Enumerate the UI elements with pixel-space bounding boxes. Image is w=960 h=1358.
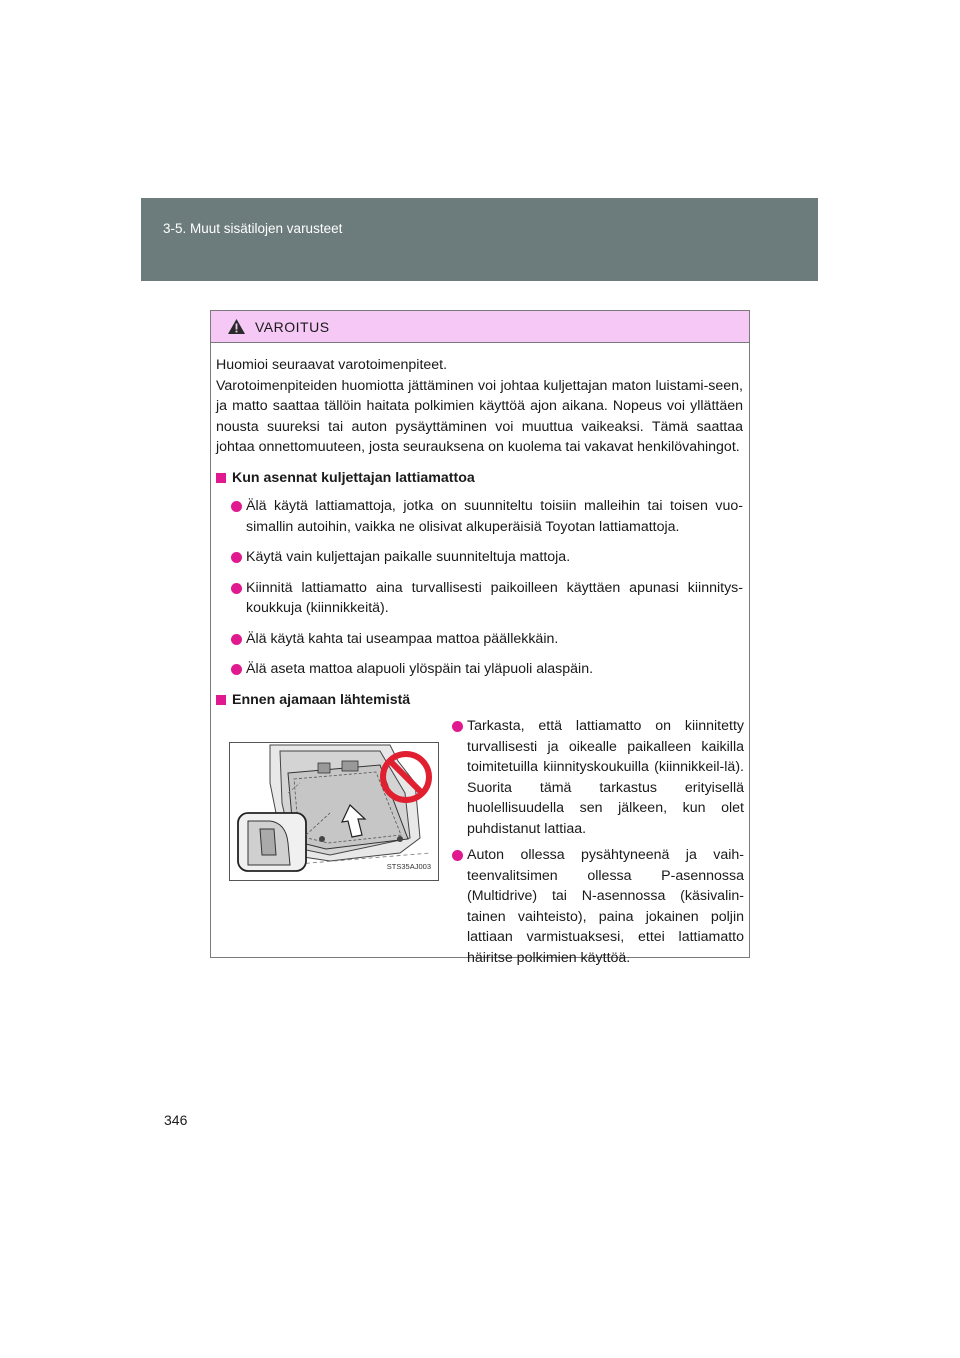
floor-mat-illustration xyxy=(229,742,439,881)
section-heading: Ennen ajamaan lähtemistä xyxy=(216,690,743,711)
list-item: Tarkasta, että lattiamatto on kiinnitetty turvallisesti ja oikealle paikalleen kaikilla toimitetuilla kiinnityskoukuilla (kiinnikkeil-lä). Suorita tämä tarkastus erityisellä huolellisuudella sen jälkeen, kun olet puhdistanut lattiaa. xyxy=(444,716,744,839)
section-title: 3-5. Muut sisätilojen varusteet xyxy=(163,221,343,236)
two-column-section xyxy=(216,716,743,976)
list-item: Kiinnitä lattiamatto aina turvallisesti paikoilleen käyttäen apunasi kiinnitys-koukkuja (kiinnikkeitä). xyxy=(216,578,743,619)
square-bullet-icon xyxy=(216,695,226,705)
warning-body xyxy=(211,343,749,976)
section-header-band xyxy=(141,198,818,281)
warning-triangle-icon xyxy=(227,318,246,335)
bullet-dot-icon xyxy=(231,552,242,563)
right-column xyxy=(444,716,744,974)
bullet-dot-icon xyxy=(231,634,242,645)
list-item: Älä käytä lattiamattoja, jotka on suunniteltu toisiin malleihin tai toisen vuo-simallin autoihin, vaikka ne olisivat alkuperäisiä Toyotan lattiamattoja. xyxy=(216,496,743,537)
bullet-dot-icon xyxy=(452,721,463,732)
page-number: 346 xyxy=(164,1112,188,1128)
square-bullet-icon xyxy=(216,473,226,483)
bullet-dot-icon xyxy=(231,501,242,512)
section-heading: Kun asennat kuljettajan lattiamattoa xyxy=(216,468,743,489)
warning-header xyxy=(211,311,749,343)
list-item: Älä aseta mattoa alapuoli ylöspäin tai yläpuoli alaspäin. xyxy=(216,659,743,680)
intro-paragraph: Varotoimenpiteiden huomiotta jättäminen voi johtaa kuljettajan maton luistami-seen, ja matto saattaa tällöin haitata polkimien käyttöä ajon aikana. Nopeus voi yllättäen nousta suureksi tai auton pysäyttäminen voi muuttua vaikeaksi. Tämä saattaa johtaa onnettomuuteen, josta seurauksena on kuolema tai vakavat henkilövahingot. xyxy=(216,377,743,455)
bullet-dot-icon xyxy=(231,664,242,675)
list-item: Älä käytä kahta tai useampaa mattoa päällekkäin. xyxy=(216,629,743,650)
list-item: Auton ollessa pysähtyneenä ja vaih-teenvalitsimen ollessa P-asennossa (Multidrive) tai N-asennossa (käsivalin-tainen vaihteisto), paina jokainen poljin lattiaan varmistuaksesi, ettei lattiamatto häiritse polkimien käyttöä. xyxy=(444,845,744,968)
illustration-code: STS35AJ003 xyxy=(386,861,431,871)
bullet-dot-icon xyxy=(452,850,463,861)
intro-line: Huomioi seuraavat varotoimenpiteet. xyxy=(216,357,448,373)
list-item: Käytä vain kuljettajan paikalle suunniteltuja mattoja. xyxy=(216,547,743,568)
bullet-dot-icon xyxy=(231,583,242,594)
warning-title: VAROITUS xyxy=(255,319,330,335)
warning-box xyxy=(210,310,750,966)
